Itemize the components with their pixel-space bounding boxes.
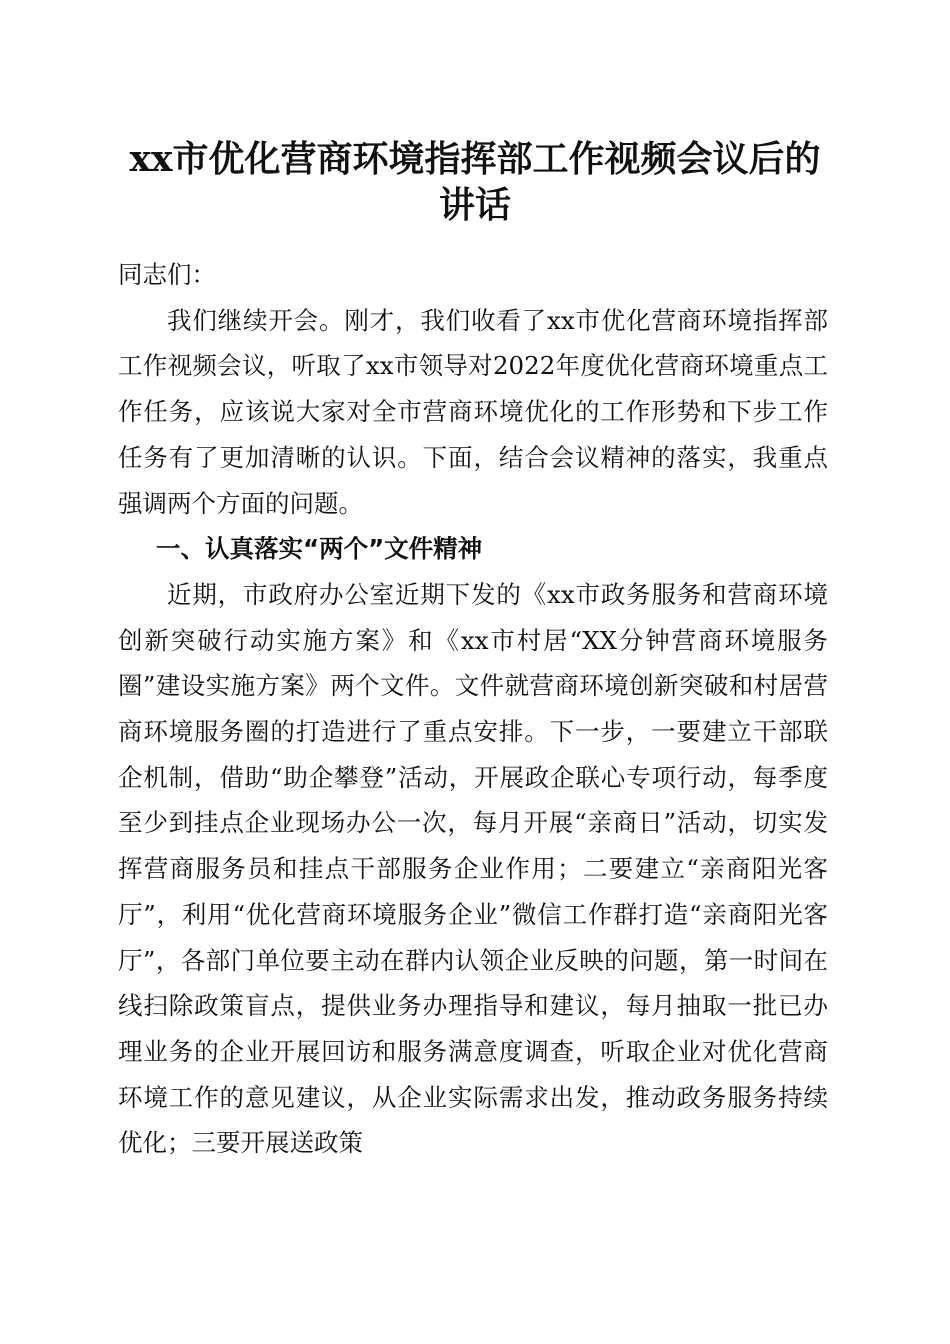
document-title: [100, 136, 850, 228]
title-line-2: 讲话: [438, 184, 511, 226]
section-heading-1: 一、认真落实“两个”文件精神: [155, 534, 483, 564]
paragraph-intro: 我们继续开会。刚才，我们收看了xx市优化营商环境指挥部工作视频会议，听取了xx市领导对2022年度优化营商环境重点工作任务，应该说大家对全市营商环境优化的工作形势和下步工作任务有了更加清晰的认识。下面，结合会议精神的落实，我重点强调两个方面的问题。: [118, 305, 828, 518]
salutation: 同志们：: [118, 260, 216, 289]
title-line-1: xx市优化营商环境指挥部工作视频会议后的: [129, 138, 821, 180]
paragraph-section-1: 近期，市政府办公室近期下发的《xx市政务服务和营商环境创新突破行动实施方案》和《xx市村居“XX分钟营商环境服务圈”建设实施方案》两个文件。文件就营商环境创新突破和村居营商环境服务圈的打造进行了重点安排。下一步，一要建立干部联企机制，借助“助企攀登”活动，开展政企联心专项行动，每季度至少到挂点企业现场办公一次，每月开展“亲商日”活动，切实发挥营商服务员和挂点干部服务企业作用；二要建立“亲商阳光客厅”，利用“优化营商环境服务企业”微信工作群打造“亲商阳光客厅”，各部门单位要主动在群内认领企业反映的问题，第一时间在线扫除政策盲点，提供业务办理指导和建议，每月抽取一批已办理业务的企业开展回访和服务满意度调查，听取企业对优化营商环境工作的意见建议，从企业实际需求出发，推动政务服务持续优化；三要开展送政策: [118, 579, 828, 1158]
document-body: [118, 252, 828, 1166]
